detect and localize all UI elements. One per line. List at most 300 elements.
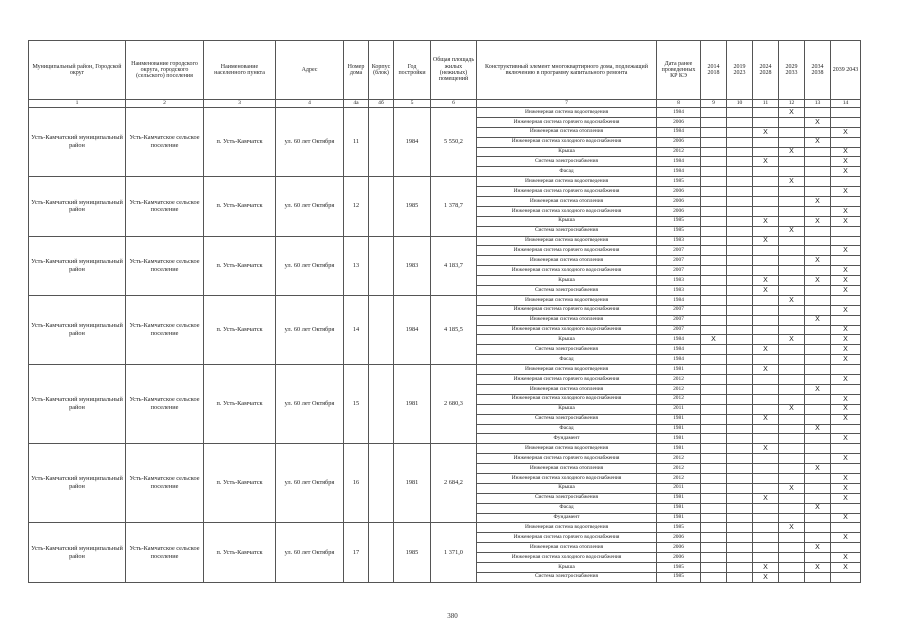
period-mark-cell [727,295,753,305]
structural-element-cell: Инженерная система водоотведения [477,295,657,305]
building-block-cell [369,108,394,177]
district-cell: Усть-Камчатский муниципальный район [29,523,126,582]
page-number: 380 [447,612,458,620]
settlement-cell: Усть-Камчатское сельское поселение [126,523,204,582]
period-mark-cell [701,127,727,137]
period-mark-cell: X [753,493,779,503]
period-mark-cell [727,266,753,276]
period-mark-cell: X [753,286,779,296]
period-mark-cell [701,246,727,256]
period-mark-cell [805,226,831,236]
period-mark-cell [701,473,727,483]
period-mark-cell: X [805,197,831,207]
period-mark-cell [805,206,831,216]
settlement-cell: Усть-Камчатское сельское поселение [126,295,204,364]
period-mark-cell [779,365,805,375]
period-mark-cell [831,572,861,582]
structural-element-cell: Крыша [477,404,657,414]
period-mark-cell [831,117,861,127]
period-mark-cell [779,117,805,127]
period-mark-cell [727,137,753,147]
period-mark-cell [805,325,831,335]
address-cell: ул. 60 лет Октября [276,236,344,295]
period-mark-cell: X [779,335,805,345]
period-mark-cell [701,266,727,276]
period-mark-cell [701,216,727,226]
period-mark-cell: X [779,108,805,118]
district-cell: Усть-Камчатский муниципальный район [29,236,126,295]
period-mark-cell [753,335,779,345]
period-mark-cell [805,414,831,424]
structural-element-cell: Инженерная система холодного водоснабжения [477,394,657,404]
period-mark-cell [727,543,753,553]
structural-element-cell: Система электроснабжения [477,157,657,167]
previous-repair-date-cell: 1983 [657,286,701,296]
period-mark-cell [701,187,727,197]
period-mark-cell [701,147,727,157]
period-mark-cell: X [831,286,861,296]
period-mark-cell [805,335,831,345]
structural-element-cell: Инженерная система отопления [477,197,657,207]
previous-repair-date-cell: 1985 [657,226,701,236]
column-header: Корпус (блок) [369,41,394,100]
period-mark-cell: X [831,335,861,345]
period-mark-cell [753,523,779,533]
period-mark-cell [831,236,861,246]
structural-element-cell: Система электроснабжения [477,414,657,424]
locality-cell: п. Усть-Камчатск [204,444,276,523]
previous-repair-date-cell: 1981 [657,434,701,444]
period-mark-cell [701,345,727,355]
period-mark-cell [831,444,861,454]
period-mark-cell [779,414,805,424]
period-mark-cell [701,305,727,315]
building-block-cell [369,523,394,582]
locality-cell: п. Усть-Камчатск [204,236,276,295]
period-mark-cell [701,325,727,335]
period-mark-cell [805,434,831,444]
period-mark-cell [753,325,779,335]
previous-repair-date-cell: 1984 [657,335,701,345]
column-header: Номер дома [344,41,369,100]
column-number-row [29,100,861,108]
period-mark-cell: X [753,127,779,137]
structural-element-cell: Инженерная система водоотведения [477,365,657,375]
period-mark-cell [727,454,753,464]
period-mark-cell [779,562,805,572]
period-mark-cell [831,137,861,147]
previous-repair-date-cell: 2007 [657,266,701,276]
period-mark-cell: X [831,513,861,523]
structural-element-cell: Фундамент [477,434,657,444]
period-mark-cell [805,523,831,533]
previous-repair-date-cell: 1983 [657,276,701,286]
column-header: Общая площадь жилых (нежилых) помещений [431,41,477,100]
area-cell: 4 183,7 [431,236,477,295]
period-mark-cell [805,246,831,256]
house-number-cell: 13 [344,236,369,295]
house-number-cell: 11 [344,108,369,177]
period-mark-cell [701,355,727,365]
period-mark-cell: X [831,562,861,572]
period-mark-cell [805,187,831,197]
period-mark-cell [753,384,779,394]
period-mark-cell [805,365,831,375]
period-mark-cell [701,394,727,404]
period-mark-cell [701,444,727,454]
period-mark-cell [727,236,753,246]
previous-repair-date-cell: 2007 [657,256,701,266]
column-number: 4 [276,100,344,108]
period-mark-cell [805,355,831,365]
structural-element-cell: Инженерная система водоотведения [477,523,657,533]
column-number: 2 [126,100,204,108]
column-header: 2024 2028 [753,41,779,100]
period-mark-cell [701,464,727,474]
period-mark-cell: X [831,375,861,385]
period-mark-cell [753,454,779,464]
period-mark-cell: X [831,216,861,226]
period-mark-cell: X [831,305,861,315]
structural-element-cell: Инженерная система отопления [477,464,657,474]
period-mark-cell: X [831,167,861,177]
period-mark-cell [701,256,727,266]
period-mark-cell [727,513,753,523]
structural-element-cell: Крыша [477,483,657,493]
period-mark-cell: X [779,295,805,305]
period-mark-cell: X [831,454,861,464]
period-mark-cell [779,454,805,464]
period-mark-cell [779,305,805,315]
period-mark-cell [727,572,753,582]
previous-repair-date-cell: 2011 [657,404,701,414]
period-mark-cell: X [753,562,779,572]
period-mark-cell: X [831,325,861,335]
period-mark-cell [805,177,831,187]
period-mark-cell [805,473,831,483]
period-mark-cell [779,375,805,385]
period-mark-cell [701,286,727,296]
period-mark-cell [701,315,727,325]
column-number: 1 [29,100,126,108]
period-mark-cell [727,187,753,197]
period-mark-cell [779,276,805,286]
period-mark-cell [779,493,805,503]
building-block-cell [369,365,394,444]
period-mark-cell [727,414,753,424]
period-mark-cell [779,315,805,325]
period-mark-cell [701,226,727,236]
period-mark-cell [779,444,805,454]
period-mark-cell [805,493,831,503]
period-mark-cell [831,226,861,236]
period-mark-cell [701,503,727,513]
structural-element-cell: Инженерная система горячего водоснабжения [477,187,657,197]
period-mark-cell [753,424,779,434]
period-mark-cell [727,553,753,563]
previous-repair-date-cell: 1985 [657,572,701,582]
period-mark-cell [753,473,779,483]
period-mark-cell [727,305,753,315]
column-number: 6 [431,100,477,108]
period-mark-cell [831,177,861,187]
period-mark-cell: X [831,414,861,424]
previous-repair-date-cell: 1985 [657,562,701,572]
period-mark-cell [831,197,861,207]
previous-repair-date-cell: 1984 [657,108,701,118]
table-header [29,41,861,108]
structural-element-cell: Инженерная система горячего водоснабжения [477,454,657,464]
structural-element-cell: Крыша [477,276,657,286]
column-number: 3 [204,100,276,108]
address-cell: ул. 60 лет Октября [276,444,344,523]
structural-element-cell: Крыша [477,216,657,226]
period-mark-cell [805,305,831,315]
locality-cell: п. Усть-Камчатск [204,295,276,364]
previous-repair-date-cell: 2012 [657,464,701,474]
structural-element-cell: Инженерная система холодного водоснабжения [477,325,657,335]
construction-year-cell: 1984 [394,108,431,177]
period-mark-cell: X [753,365,779,375]
previous-repair-date-cell: 2012 [657,375,701,385]
capital-repair-table [28,40,861,583]
period-mark-cell [701,236,727,246]
period-mark-cell [701,295,727,305]
period-mark-cell: X [831,394,861,404]
period-mark-cell: X [779,523,805,533]
previous-repair-date-cell: 1984 [657,345,701,355]
structural-element-cell: Инженерная система отопления [477,315,657,325]
structural-element-cell: Крыша [477,562,657,572]
table-row [29,523,861,533]
period-mark-cell [701,157,727,167]
period-mark-cell: X [831,493,861,503]
construction-year-cell: 1983 [394,236,431,295]
period-mark-cell: X [805,464,831,474]
structural-element-cell: Инженерная система отопления [477,543,657,553]
column-header: Муниципальный район, Городской округ [29,41,126,100]
district-cell: Усть-Камчатский муниципальный район [29,444,126,523]
period-mark-cell: X [831,533,861,543]
district-cell: Усть-Камчатский муниципальный район [29,177,126,236]
period-mark-cell [753,177,779,187]
period-mark-cell [753,533,779,543]
period-mark-cell [805,167,831,177]
locality-cell: п. Усть-Камчатск [204,177,276,236]
structural-element-cell: Инженерная система горячего водоснабжения [477,533,657,543]
period-mark-cell [753,206,779,216]
period-mark-cell [727,345,753,355]
column-header: 2034 2038 [805,41,831,100]
period-mark-cell: X [831,473,861,483]
table-row [29,236,861,246]
period-mark-cell: X [753,157,779,167]
period-mark-cell [805,513,831,523]
house-number-cell: 14 [344,295,369,364]
period-mark-cell [753,464,779,474]
period-mark-cell [727,315,753,325]
period-mark-cell [727,325,753,335]
structural-element-cell: Крыша [477,147,657,157]
period-mark-cell [753,503,779,513]
previous-repair-date-cell: 1985 [657,523,701,533]
column-header: Наименование городского округа, городского (сельского) поселения [126,41,204,100]
area-cell: 2 680,3 [431,365,477,444]
structural-element-cell: Инженерная система холодного водоснабжения [477,473,657,483]
period-mark-cell: X [805,384,831,394]
period-mark-cell [753,543,779,553]
structural-element-cell: Крыша [477,335,657,345]
period-mark-cell [727,226,753,236]
column-number: 5 [394,100,431,108]
period-mark-cell [779,513,805,523]
settlement-cell: Усть-Камчатское сельское поселение [126,108,204,177]
table-row [29,365,861,375]
structural-element-cell: Система электроснабжения [477,286,657,296]
period-mark-cell [701,206,727,216]
period-mark-cell: X [805,315,831,325]
period-mark-cell [727,483,753,493]
previous-repair-date-cell: 2012 [657,473,701,483]
previous-repair-date-cell: 2006 [657,543,701,553]
previous-repair-date-cell: 2012 [657,394,701,404]
period-mark-cell [779,246,805,256]
structural-element-cell: Инженерная система водоотведения [477,108,657,118]
period-mark-cell [753,117,779,127]
period-mark-cell [753,375,779,385]
period-mark-cell [701,167,727,177]
area-cell: 2 684,2 [431,444,477,523]
period-mark-cell: X [831,187,861,197]
period-mark-cell [753,137,779,147]
structural-element-cell: Система электроснабжения [477,493,657,503]
period-mark-cell [701,562,727,572]
period-mark-cell [727,444,753,454]
previous-repair-date-cell: 1984 [657,295,701,305]
period-mark-cell [779,286,805,296]
structural-element-cell: Система электроснабжения [477,572,657,582]
period-mark-cell [831,523,861,533]
previous-repair-date-cell: 1981 [657,444,701,454]
period-mark-cell [727,404,753,414]
period-mark-cell: X [753,236,779,246]
settlement-cell: Усть-Камчатское сельское поселение [126,444,204,523]
previous-repair-date-cell: 1981 [657,503,701,513]
settlement-cell: Усть-Камчатское сельское поселение [126,236,204,295]
column-header: 2019 2023 [727,41,753,100]
previous-repair-date-cell: 1984 [657,167,701,177]
column-number: 4б [369,100,394,108]
period-mark-cell [805,572,831,582]
period-mark-cell [805,147,831,157]
structural-element-cell: Инженерная система холодного водоснабжения [477,137,657,147]
period-mark-cell [831,365,861,375]
period-mark-cell [727,365,753,375]
period-mark-cell [753,434,779,444]
locality-cell: п. Усть-Камчатск [204,365,276,444]
column-number: 7 [477,100,657,108]
settlement-cell: Усть-Камчатское сельское поселение [126,177,204,236]
construction-year-cell: 1985 [394,523,431,582]
previous-repair-date-cell: 1981 [657,414,701,424]
previous-repair-date-cell: 1984 [657,127,701,137]
header-row [29,41,861,100]
period-mark-cell [805,375,831,385]
period-mark-cell [701,276,727,286]
period-mark-cell [727,335,753,345]
locality-cell: п. Усть-Камчатск [204,523,276,582]
period-mark-cell [701,543,727,553]
structural-element-cell: Инженерная система водоотведения [477,236,657,246]
structural-element-cell: Фасад [477,355,657,365]
structural-element-cell: Инженерная система горячего водоснабжения [477,117,657,127]
period-mark-cell: X [805,276,831,286]
structural-element-cell: Инженерная система отопления [477,127,657,137]
period-mark-cell [727,424,753,434]
structural-element-cell: Инженерная система горячего водоснабжения [477,375,657,385]
period-mark-cell: X [753,345,779,355]
period-mark-cell [727,197,753,207]
period-mark-cell: X [805,117,831,127]
period-mark-cell [753,197,779,207]
period-mark-cell [779,127,805,137]
period-mark-cell [805,394,831,404]
period-mark-cell: X [753,414,779,424]
period-mark-cell: X [701,335,727,345]
period-mark-cell [727,562,753,572]
building-block-cell [369,295,394,364]
house-number-cell: 15 [344,365,369,444]
column-number: 13 [805,100,831,108]
structural-element-cell: Инженерная система холодного водоснабжения [477,266,657,276]
period-mark-cell [753,147,779,157]
previous-repair-date-cell: 1981 [657,513,701,523]
period-mark-cell [727,177,753,187]
table-row [29,177,861,187]
period-mark-cell: X [831,276,861,286]
period-mark-cell [805,157,831,167]
period-mark-cell: X [805,503,831,513]
previous-repair-date-cell: 2006 [657,553,701,563]
period-mark-cell [701,434,727,444]
period-mark-cell [727,523,753,533]
table-row [29,444,861,454]
period-mark-cell [805,286,831,296]
period-mark-cell [779,137,805,147]
period-mark-cell [727,256,753,266]
period-mark-cell [753,305,779,315]
period-mark-cell [779,197,805,207]
previous-repair-date-cell: 2012 [657,384,701,394]
period-mark-cell [753,295,779,305]
previous-repair-date-cell: 2006 [657,187,701,197]
address-cell: ул. 60 лет Октября [276,295,344,364]
period-mark-cell [779,394,805,404]
period-mark-cell [805,236,831,246]
structural-element-cell: Инженерная система водоотведения [477,444,657,454]
column-number: 11 [753,100,779,108]
period-mark-cell [779,187,805,197]
previous-repair-date-cell: 2007 [657,315,701,325]
period-mark-cell [701,177,727,187]
house-number-cell: 16 [344,444,369,523]
previous-repair-date-cell: 1984 [657,157,701,167]
period-mark-cell [779,157,805,167]
structural-element-cell: Фасад [477,167,657,177]
area-cell: 1 378,7 [431,177,477,236]
previous-repair-date-cell: 2012 [657,454,701,464]
previous-repair-date-cell: 2012 [657,147,701,157]
